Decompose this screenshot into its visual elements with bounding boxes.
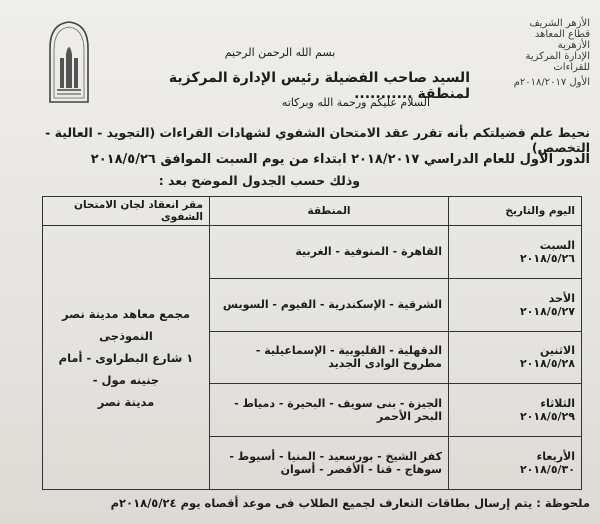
header-region: المنطقة [210, 197, 449, 226]
greeting: السلام عليكم ورحمة الله وبركاته [281, 96, 430, 109]
table-row [43, 226, 582, 279]
region-cell: القاهرة - المنوفية - الغربية [210, 226, 449, 279]
region-cell: كفر الشيخ - بورسعيد - المنيا - أسيوط - سوهاج - قنا - الأقصر - أسوان [210, 437, 449, 490]
day-cell [449, 384, 582, 437]
day-name: السبت [539, 238, 575, 252]
day-name: الثلاثاء [540, 397, 575, 411]
organization-header [502, 18, 590, 88]
day-name: الاثنين [540, 344, 575, 358]
day-cell [449, 437, 582, 490]
body-line-2: الدور الأول للعام الدراسي ٢٠١٨/٢٠١٧ ابتداء من يوم السبت الموافق ٢٠١٨/٥/٢٦ [90, 152, 590, 167]
body-line-3: وذلك حسب الجدول الموضح بعد : [158, 173, 360, 188]
exam-schedule-table [42, 196, 582, 490]
org-line-2: قطاع المعاهد الأزهرية [534, 29, 590, 51]
day-name: الأحد [548, 291, 575, 305]
table-header-row [43, 197, 582, 226]
venue-line-3: مدينة نصر [97, 394, 155, 409]
header-day-date: اليوم والتاريخ [449, 197, 582, 226]
day-date: ٢٠١٨/٥/٣٠ [519, 463, 575, 477]
day-cell [449, 278, 582, 331]
venue-line-1: مجمع معاهد مدينة نصر النموذجى [61, 306, 191, 343]
region-cell: الشرقية - الإسكندرية - الفيوم - السويس [210, 278, 449, 331]
day-date: ٢٠١٨/٥/٢٩ [519, 410, 575, 424]
footnote: ملحوظة : يتم إرسال بطاقات التعارف لجميع الطلاب فى موعد أقصاه يوم ٢٠١٨/٥/٢٤م [110, 496, 590, 510]
venue-line-2: ١ شارع البطراوى - أمام جنينه مول - [58, 350, 194, 387]
header-date: الأول ٢٠١٨/٢٠١٧م [513, 77, 590, 88]
day-cell [449, 226, 582, 279]
basmala: بسم الله الرحمن الرحيم [224, 46, 336, 59]
azhar-logo-icon [44, 18, 94, 104]
day-date: ٢٠١٨/٥/٢٨ [519, 357, 575, 371]
day-date: ٢٠١٨/٥/٢٦ [519, 251, 575, 265]
org-line-3: الإدارة المركزية للقراءات [525, 51, 590, 73]
org-line-1: الأزهر الشريف [529, 18, 590, 29]
addressee: السيد صاحب الفضيلة رئيس الإدارة المركزية لمنطقة ........... [168, 70, 470, 102]
day-name: الأربعاء [536, 450, 575, 464]
venue-cell [43, 226, 210, 490]
region-cell: الدقهلية - القليوبية - الإسماعيلية - مطروح الوادى الجديد [210, 331, 449, 384]
day-date: ٢٠١٨/٥/٢٧ [519, 304, 575, 318]
day-cell [449, 331, 582, 384]
region-cell: الجيزة - بنى سويف - البحيرة - دمياط - البحر الأحمر [210, 384, 449, 437]
header-venue: مقر انعقاد لجان الامتحان الشفوى [43, 197, 210, 226]
body-line-1: نحيط علم فضيلتكم بأنه تقرر عقد الامتحان الشفوي لشهادات القراءات (التجويد - العالية - التخصص) [45, 125, 590, 155]
